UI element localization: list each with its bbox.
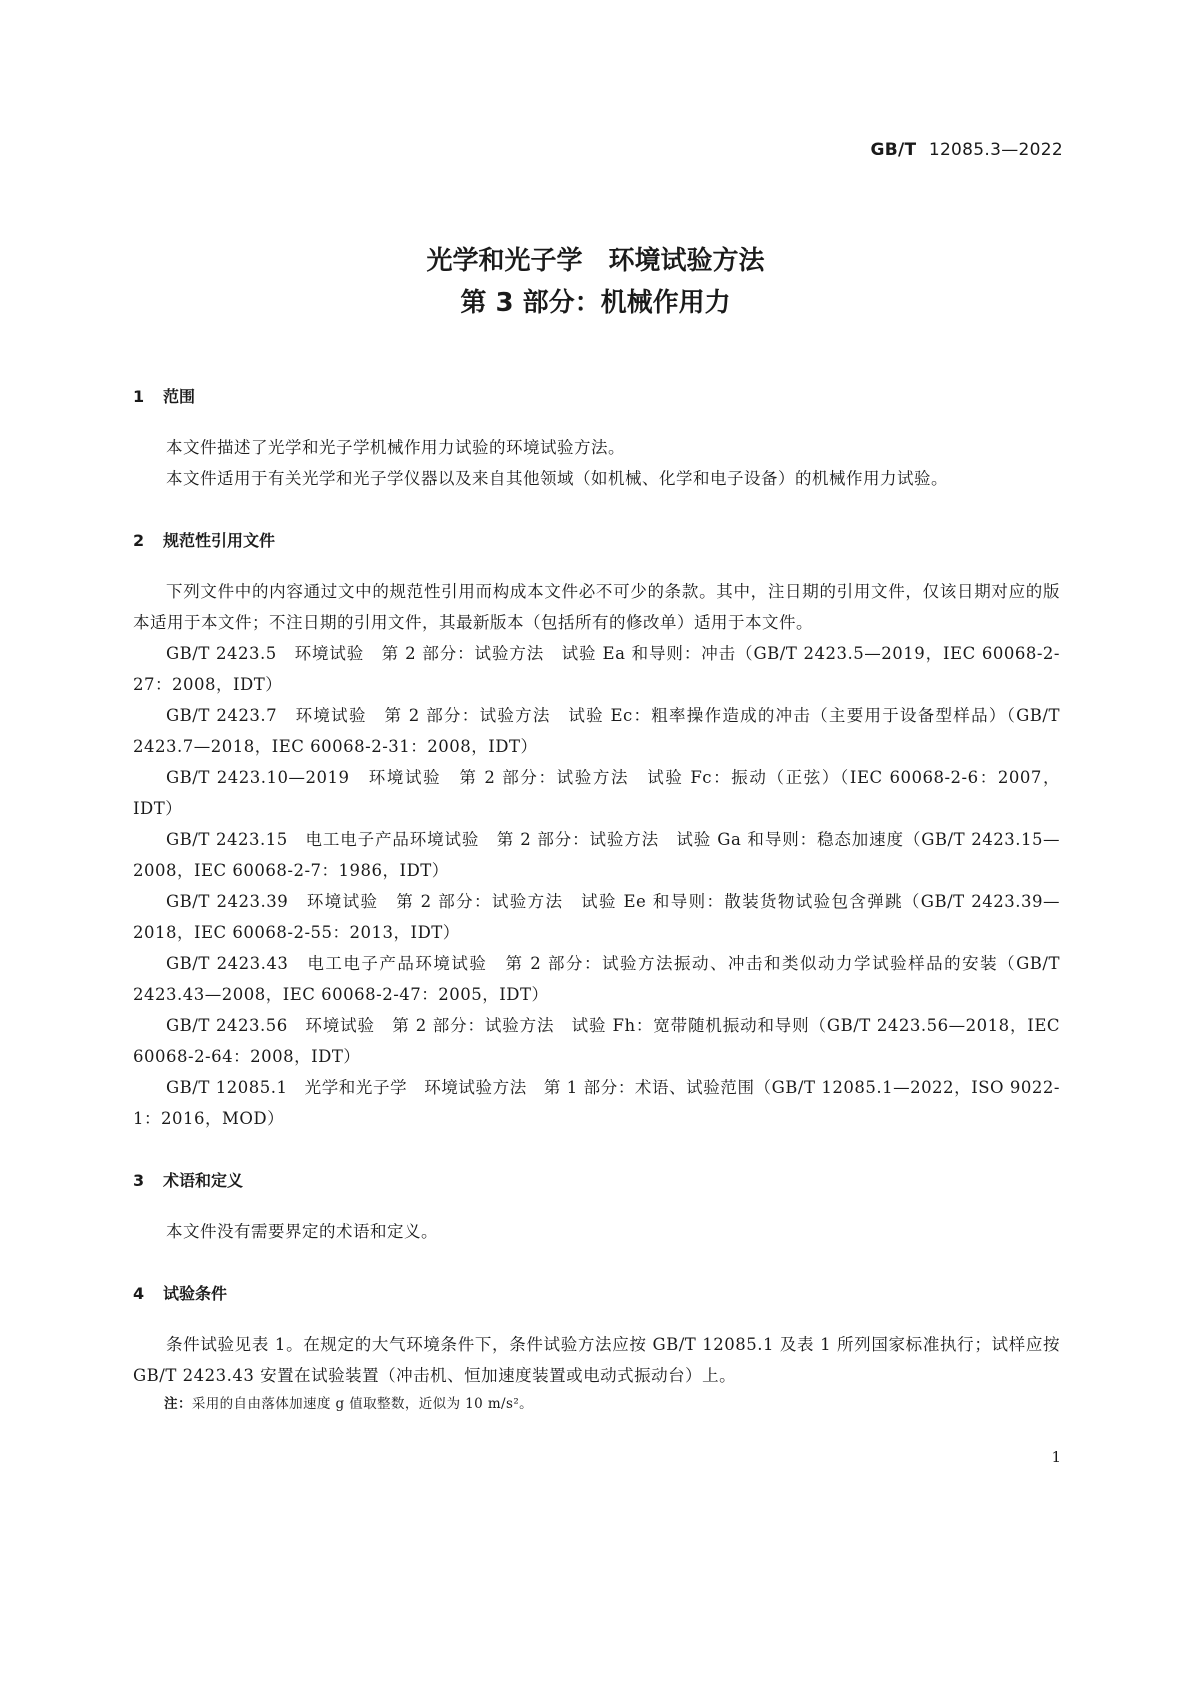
note-text: 采用的自由落体加速度 g 值取整数，近似为 10 m/s²。	[191, 1396, 534, 1412]
reference-item: GB/T 2423.56 环境试验 第 2 部分：试验方法 试验 Fh：宽带随机振动和导则（GB/T 2423.56—2018，IEC 60068-2-64：2008，IDT）	[133, 1016, 1060, 1066]
paragraph: 本文件描述了光学和光子学机械作用力试验的环境试验方法。	[166, 438, 625, 457]
section-heading-terms	[133, 1170, 1060, 1192]
title-line-2: 第 3 部分：机械作用力	[460, 288, 731, 318]
section-title: 术语和定义	[163, 1171, 244, 1190]
paragraph: 本文件适用于有关光学和光子学仪器以及来自其他领域（如机械、化学和电子设备）的机械作用力试验。	[166, 469, 948, 488]
standard-code: 12085.3—2022	[928, 140, 1063, 160]
document-title	[0, 240, 1191, 324]
document-body	[133, 386, 1060, 1417]
section-title: 试验条件	[163, 1284, 228, 1303]
reference-item: GB/T 2423.15 电工电子产品环境试验 第 2 部分：试验方法 试验 Ga 和导则：稳态加速度（GB/T 2423.15—2008，IEC 60068-2-7：1986，IDT）	[133, 830, 1060, 880]
reference-item: GB/T 2423.43 电工电子产品环境试验 第 2 部分：试验方法振动、冲击和类似动力学试验样品的安装（GB/T 2423.43—2008，IEC 60068-2-47：2005，IDT）	[133, 954, 1060, 1004]
paragraph: 条件试验见表 1。在规定的大气环境条件下，条件试验方法应按 GB/T 12085.1 及表 1 所列国家标准执行；试样应按 GB/T 2423.43 安置在试验装置（冲击机、恒加速度装置或电动式振动台）上。	[133, 1335, 1060, 1385]
page-number: 1	[1051, 1448, 1061, 1466]
section-number: 3	[133, 1171, 145, 1190]
title-line-1: 光学和光子学 环境试验方法	[426, 246, 765, 276]
reference-item: GB/T 12085.1 光学和光子学 环境试验方法 第 1 部分：术语、试验范围（GB/T 12085.1—2022，ISO 9022-1：2016，MOD）	[133, 1078, 1060, 1128]
standard-number	[870, 140, 1063, 160]
reference-item: GB/T 2423.10—2019 环境试验 第 2 部分：试验方法 试验 Fc：振动（正弦）（IEC 60068-2-6：2007，IDT）	[133, 768, 1060, 818]
reference-item: GB/T 2423.39 环境试验 第 2 部分：试验方法 试验 Ee 和导则：散装货物试验包含弹跳（GB/T 2423.39—2018，IEC 60068-2-55：2013，IDT）	[133, 892, 1060, 942]
section-number: 2	[133, 531, 145, 550]
section-heading-scope	[133, 386, 1060, 408]
section-title: 范围	[163, 387, 196, 406]
paragraph: 本文件没有需要界定的术语和定义。	[166, 1222, 438, 1241]
note-label: 注：	[164, 1396, 192, 1412]
section-title: 规范性引用文件	[163, 531, 276, 550]
note	[133, 1391, 1060, 1417]
standard-prefix: GB/T	[870, 140, 917, 160]
reference-item: GB/T 2423.5 环境试验 第 2 部分：试验方法 试验 Ea 和导则：冲击（GB/T 2423.5—2019，IEC 60068-2-27：2008，IDT）	[133, 644, 1060, 694]
section-number: 1	[133, 387, 145, 406]
paragraph: 下列文件中的内容通过文中的规范性引用而构成本文件必不可少的条款。其中，注日期的引用文件，仅该日期对应的版本适用于本文件；不注日期的引用文件，其最新版本（包括所有的修改单）适用于本文件。	[133, 582, 1060, 632]
section-heading-test-conditions	[133, 1283, 1060, 1305]
section-heading-normative-references	[133, 530, 1060, 552]
section-number: 4	[133, 1284, 145, 1303]
reference-item: GB/T 2423.7 环境试验 第 2 部分：试验方法 试验 Ec：粗率操作造成的冲击（主要用于设备型样品）（GB/T 2423.7—2018，IEC 60068-2-31：2008，IDT）	[133, 706, 1060, 756]
